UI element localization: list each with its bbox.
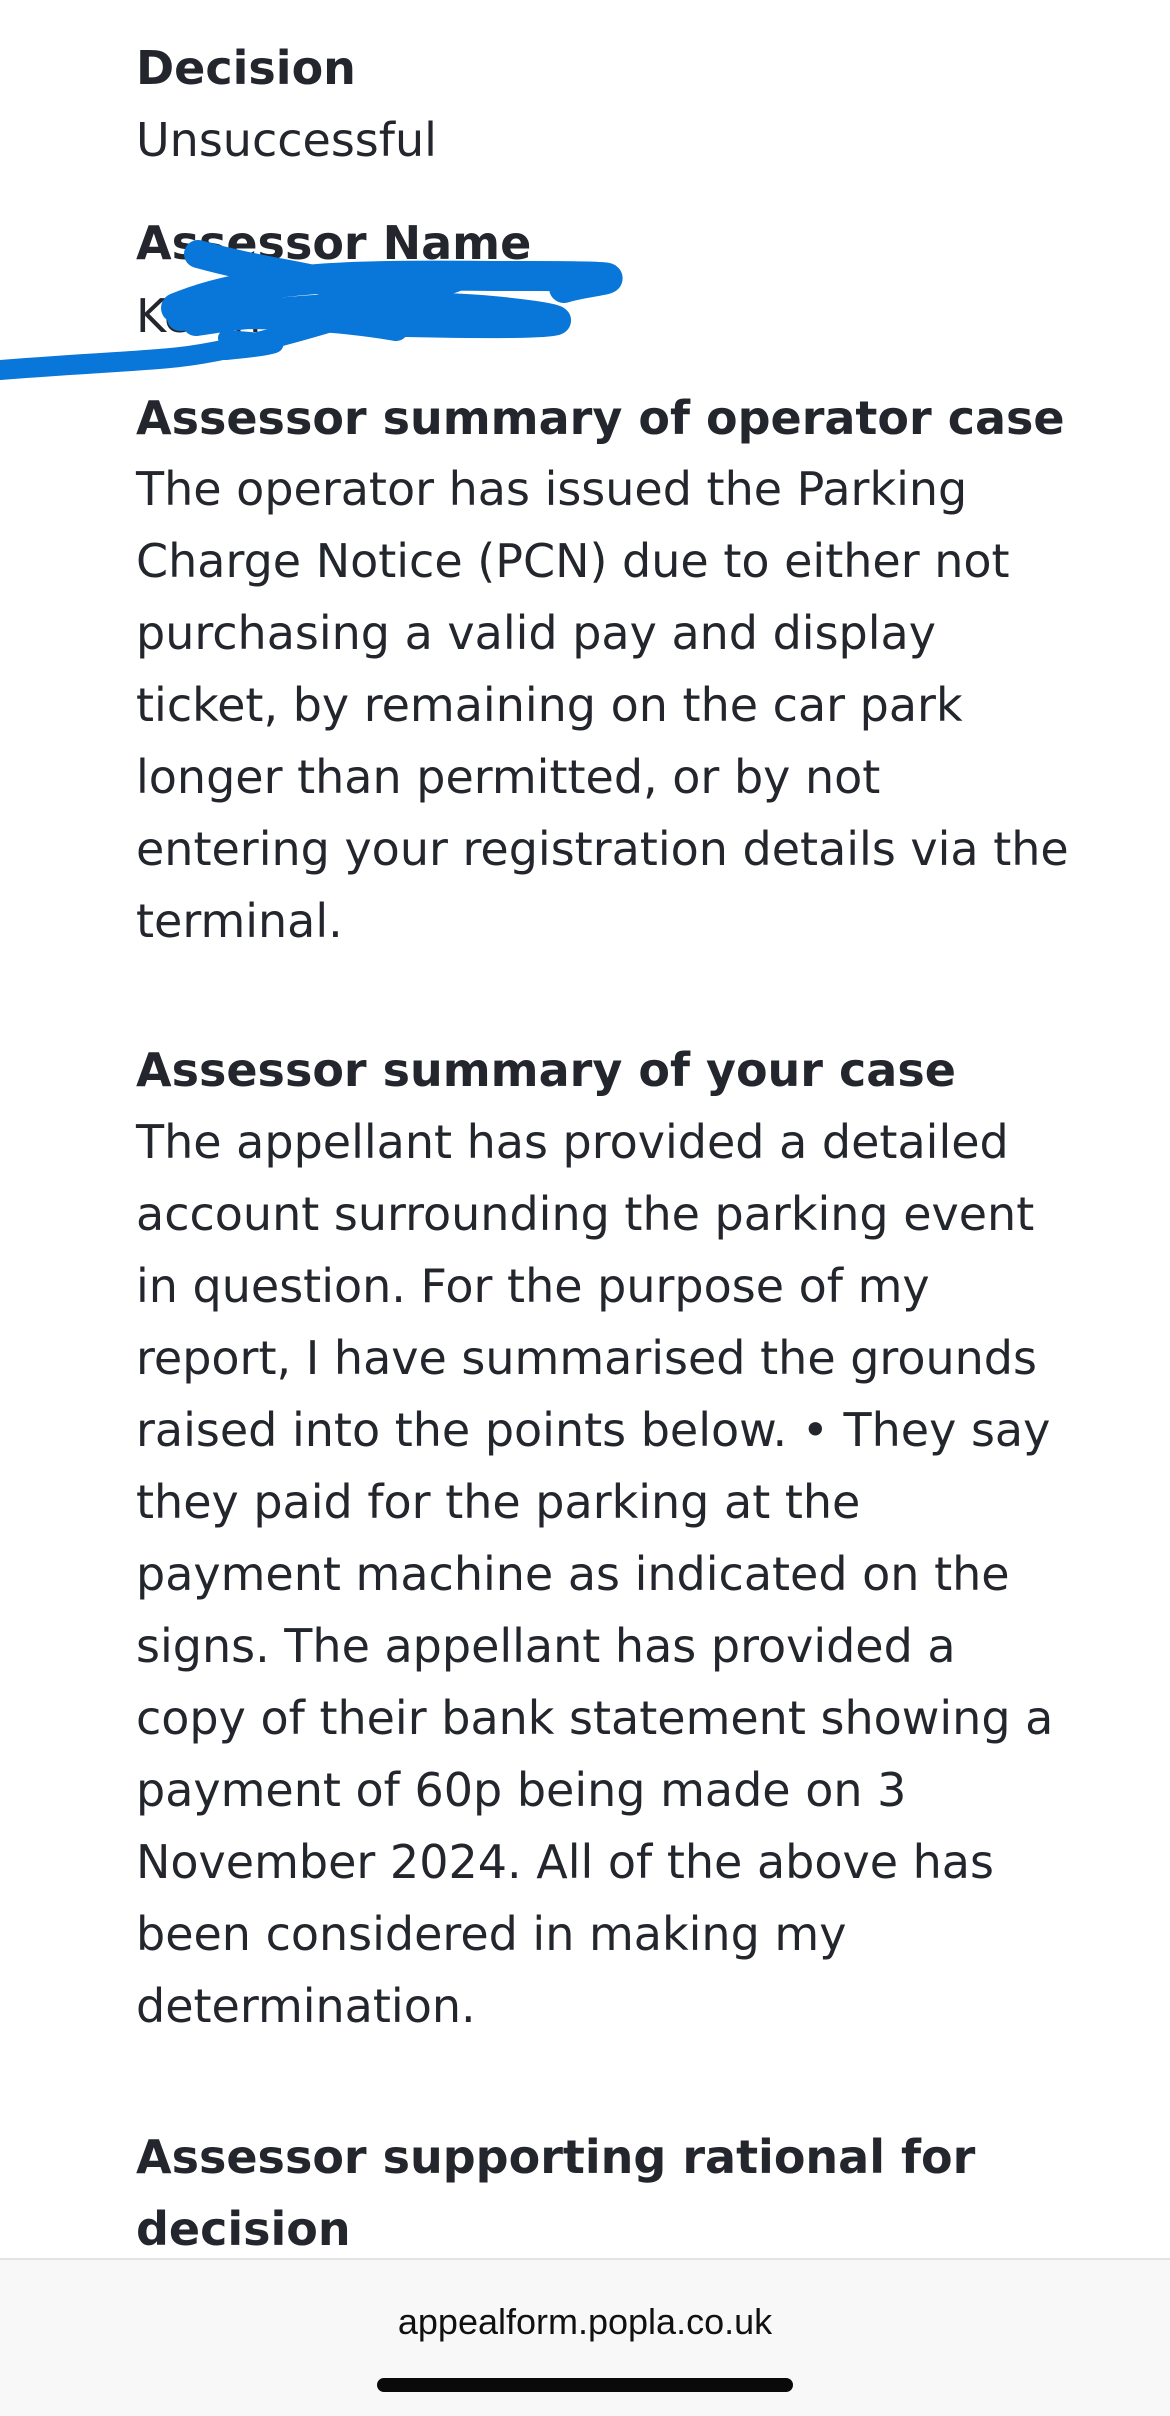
- text-line: longer than permitted, or by not: [136, 750, 881, 804]
- text-line: determination.: [136, 1979, 476, 2033]
- text-line: terminal.: [136, 894, 343, 948]
- your-case-text: [136, 1106, 1054, 2042]
- text-line: Charge Notice (PCN) due to either not: [136, 534, 1010, 588]
- redaction-scribble: [136, 230, 736, 400]
- text-line: ticket, by remaining on the car park: [136, 678, 963, 732]
- text-line: account surrounding the parking event: [136, 1187, 1035, 1241]
- text-line: in question. For the purpose of my: [136, 1259, 930, 1313]
- text-line: report, I have summarised the grounds: [136, 1331, 1037, 1385]
- browser-address-bar[interactable]: [0, 2258, 1170, 2416]
- operator-case-text: [136, 453, 1069, 957]
- text-line: signs. The appellant has provided a: [136, 1619, 956, 1673]
- text-line: been considered in making my: [136, 1907, 847, 1961]
- text-line: The operator has issued the Parking: [136, 462, 968, 516]
- decision-value: Unsuccessful: [136, 113, 437, 167]
- text-line: November 2024. All of the above has: [136, 1835, 994, 1889]
- text-line: payment machine as indicated on the: [136, 1547, 1010, 1601]
- url-text[interactable]: appealform.popla.co.uk: [397, 2301, 773, 2342]
- text-line: purchasing a valid pay and display: [136, 606, 936, 660]
- rationale-heading-line-1: Assessor supporting rational for: [136, 2130, 976, 2184]
- text-line: raised into the points below. • They say: [136, 1403, 1051, 1457]
- text-line: copy of their bank statement showing a: [136, 1691, 1054, 1745]
- assessor-name-value: Kevin Ross: [136, 289, 382, 343]
- redaction-stroke: [226, 338, 275, 352]
- assessor-name-label: Assessor Name: [136, 216, 532, 270]
- text-line: entering your registration details via the: [136, 822, 1069, 876]
- home-indicator[interactable]: [377, 2378, 793, 2392]
- rationale-heading-line-2: decision: [136, 2202, 351, 2256]
- operator-case-heading: Assessor summary of operator case: [136, 391, 1065, 445]
- text-line: payment of 60p being made on 3: [136, 1763, 907, 1817]
- your-case-heading: Assessor summary of your case: [136, 1043, 956, 1097]
- text-line: they paid for the parking at the: [136, 1475, 861, 1529]
- decision-label: Decision: [136, 41, 356, 95]
- text-line: The appellant has provided a detailed: [136, 1115, 1009, 1169]
- redaction-strokes: [0, 254, 608, 370]
